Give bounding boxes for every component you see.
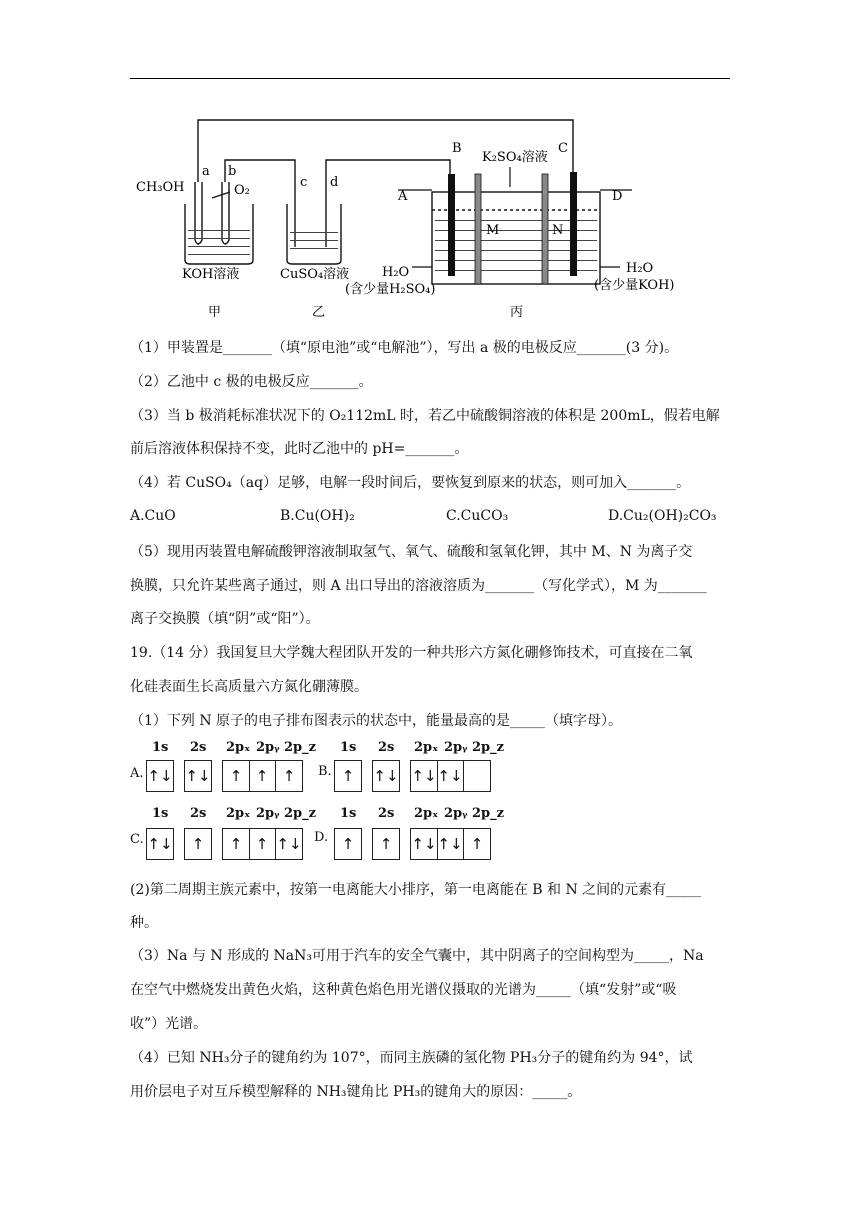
label-h2o-left-note: (含少量H₂SO₄) [345, 282, 436, 297]
q18-part3-line1: （3）当 b 极消耗标准状况下的 O₂112mL 时，若乙中硫酸铜溶液的体积是 200mL，假若电解 [130, 408, 720, 424]
orb-header: 1s [152, 806, 169, 821]
orbital-box: ↑↓ [437, 828, 464, 860]
orb-header: 2p_z [284, 740, 317, 755]
label-koh-solution: KOH溶液 [182, 267, 240, 282]
orb-header: 2pᵧ [444, 740, 468, 755]
orbital-box: ↑ [222, 828, 250, 860]
orb-header: 2pₓ [226, 740, 251, 755]
label-c: c [300, 175, 308, 190]
orbital-box: ↑ [464, 828, 491, 860]
orbital-box: ↑ [334, 828, 362, 860]
label-yi: 乙 [312, 305, 326, 320]
q19-part3-line1: （3）Na 与 N 形成的 NaN₃可用于汽车的安全气囊中，其中阴离子的空间构型为_____，Na [130, 948, 704, 964]
option-c-label: C. [130, 832, 144, 847]
q18-option-d: D.Cu₂(OH)₂CO₃ [608, 508, 717, 524]
label-C: C [558, 141, 568, 156]
label-cuso4-solution: CuSO₄溶液 [280, 267, 350, 282]
orbital-box: ↑ [334, 760, 362, 792]
orb-header: 1s [152, 740, 169, 755]
orb-header: 2p_z [284, 806, 317, 821]
label-h2o-right-note: (含少量KOH) [594, 278, 675, 293]
orb-header: 2pₓ [414, 740, 439, 755]
orbital-box: ↑↓ [146, 828, 174, 860]
orb-header: 2pₓ [226, 806, 251, 821]
q19-intro-line2: 化硅表面生长高质量六方氮化硼薄膜。 [130, 679, 368, 695]
q19-part4-line2: 用价层电子对互斥模型解释的 NH₃键角比 PH₃的键角大的原因：_____。 [130, 1084, 582, 1100]
label-o2: O₂ [234, 183, 250, 198]
orbital-box: ↑↓ [372, 760, 400, 792]
orbital-box: ↑↓ [437, 760, 464, 792]
label-h2o-right: H₂O [626, 261, 654, 276]
orb-header: 2s [378, 740, 395, 755]
orb-header: 2pₓ [414, 806, 439, 821]
q19-part1: （1）下列 N 原子的电子排布图表示的状态中，能量最高的是_____（填字母）。 [130, 713, 623, 729]
q18-option-c: C.CuCO₃ [446, 508, 509, 524]
orb-header: 2s [190, 740, 207, 755]
orbital-box: ↑↓ [276, 828, 303, 860]
orb-header: 2p_z [472, 806, 505, 821]
q18-part5-line2: 换膜，只允许某些离子通过，则 A 出口导出的溶液溶质为_______（写化学式），M 为_______ [130, 578, 707, 594]
orbital-box: ↑↓ [410, 828, 438, 860]
label-b: b [228, 164, 237, 179]
label-ch3oh: CH₃OH [136, 180, 185, 195]
orbital-diagrams [130, 740, 730, 870]
label-k2so4: K₂SO₄溶液 [482, 150, 548, 165]
orbital-box [464, 760, 491, 792]
orb-header: 1s [340, 806, 357, 821]
q19-part4-line1: （4）已知 NH₃分子的键角约为 107°，而同主族磷的氢化物 PH₃分子的键角约为 94°，试 [130, 1050, 693, 1066]
orb-header: 2pᵧ [444, 806, 468, 821]
q19-intro-line1: 19.（14 分）我国复旦大学魏大程团队开发的一种共形六方氮化硼修饰技术，可直接在二氧 [130, 645, 693, 661]
option-a-label: A. [130, 766, 144, 781]
orbital-box: ↑ [276, 760, 303, 792]
option-b-label: B. [318, 764, 332, 779]
orbital-box: ↑ [184, 828, 212, 860]
orbital-box: ↑↓ [184, 760, 212, 792]
q18-part3-line2: 前后溶液体积保持不变，此时乙池中的 pH=_______。 [130, 441, 469, 457]
orbital-box: ↑ [249, 760, 276, 792]
q19-part2-line2: 种。 [130, 915, 158, 931]
header-rule [130, 78, 730, 79]
q18-part5-line1: （5）现用丙装置电解硫酸钾溶液制取氢气、氧气、硫酸和氢氧化钾，其中 M、N 为离子交 [130, 544, 693, 560]
q19-part3-line2: 在空气中燃烧发出黄色火焰，这种黄色焰色用光谱仪摄取的光谱为_____（填“发射”或“吸 [130, 982, 677, 998]
label-jia: 甲 [208, 305, 222, 320]
orb-header: 2pᵧ [256, 740, 280, 755]
orbital-box: ↑ [249, 828, 276, 860]
label-A: A [398, 189, 408, 204]
orb-header: 2p_z [472, 740, 505, 755]
label-bing: 丙 [510, 305, 524, 320]
label-h2o-left: H₂O [382, 265, 410, 280]
electrochemistry-apparatus-diagram [130, 112, 700, 322]
q18-part4: （4）若 CuSO₄（aq）足够，电解一段时间后，要恢复到原来的状态，则可加入_______。 [130, 475, 691, 491]
label-a: a [202, 164, 210, 179]
orbital-box: ↑ [372, 828, 400, 860]
label-N: N [552, 223, 564, 238]
q18-part2: （2）乙池中 c 极的电极反应_______。 [130, 374, 373, 390]
orb-header: 2pᵧ [256, 806, 280, 821]
label-D: D [612, 189, 623, 204]
orbital-box: ↑↓ [146, 760, 174, 792]
orb-header: 1s [340, 740, 357, 755]
q19-part3-line3: 收”）光谱。 [130, 1016, 208, 1032]
orbital-box: ↑↓ [410, 760, 438, 792]
q18-option-a: A.CuO [130, 508, 176, 524]
orbital-box: ↑ [222, 760, 250, 792]
q18-part5-line3: 离子交换膜（填“阴”或“阳”）。 [130, 611, 320, 627]
label-M: M [486, 223, 500, 238]
orb-header: 2s [190, 806, 207, 821]
label-d: d [330, 175, 339, 190]
option-d-label: D. [314, 830, 329, 845]
q18-part1: （1）甲装置是_______（填“原电池”或“电解池”），写出 a 极的电极反应_______(3 分)。 [130, 340, 679, 356]
orb-header: 2s [378, 806, 395, 821]
label-B: B [452, 141, 462, 156]
q19-part2-line1: (2)第二周期主族元素中，按第一电离能大小排序，第一电离能在 B 和 N 之间的元素有_____ [130, 882, 702, 898]
q18-option-b: B.Cu(OH)₂ [280, 508, 355, 524]
